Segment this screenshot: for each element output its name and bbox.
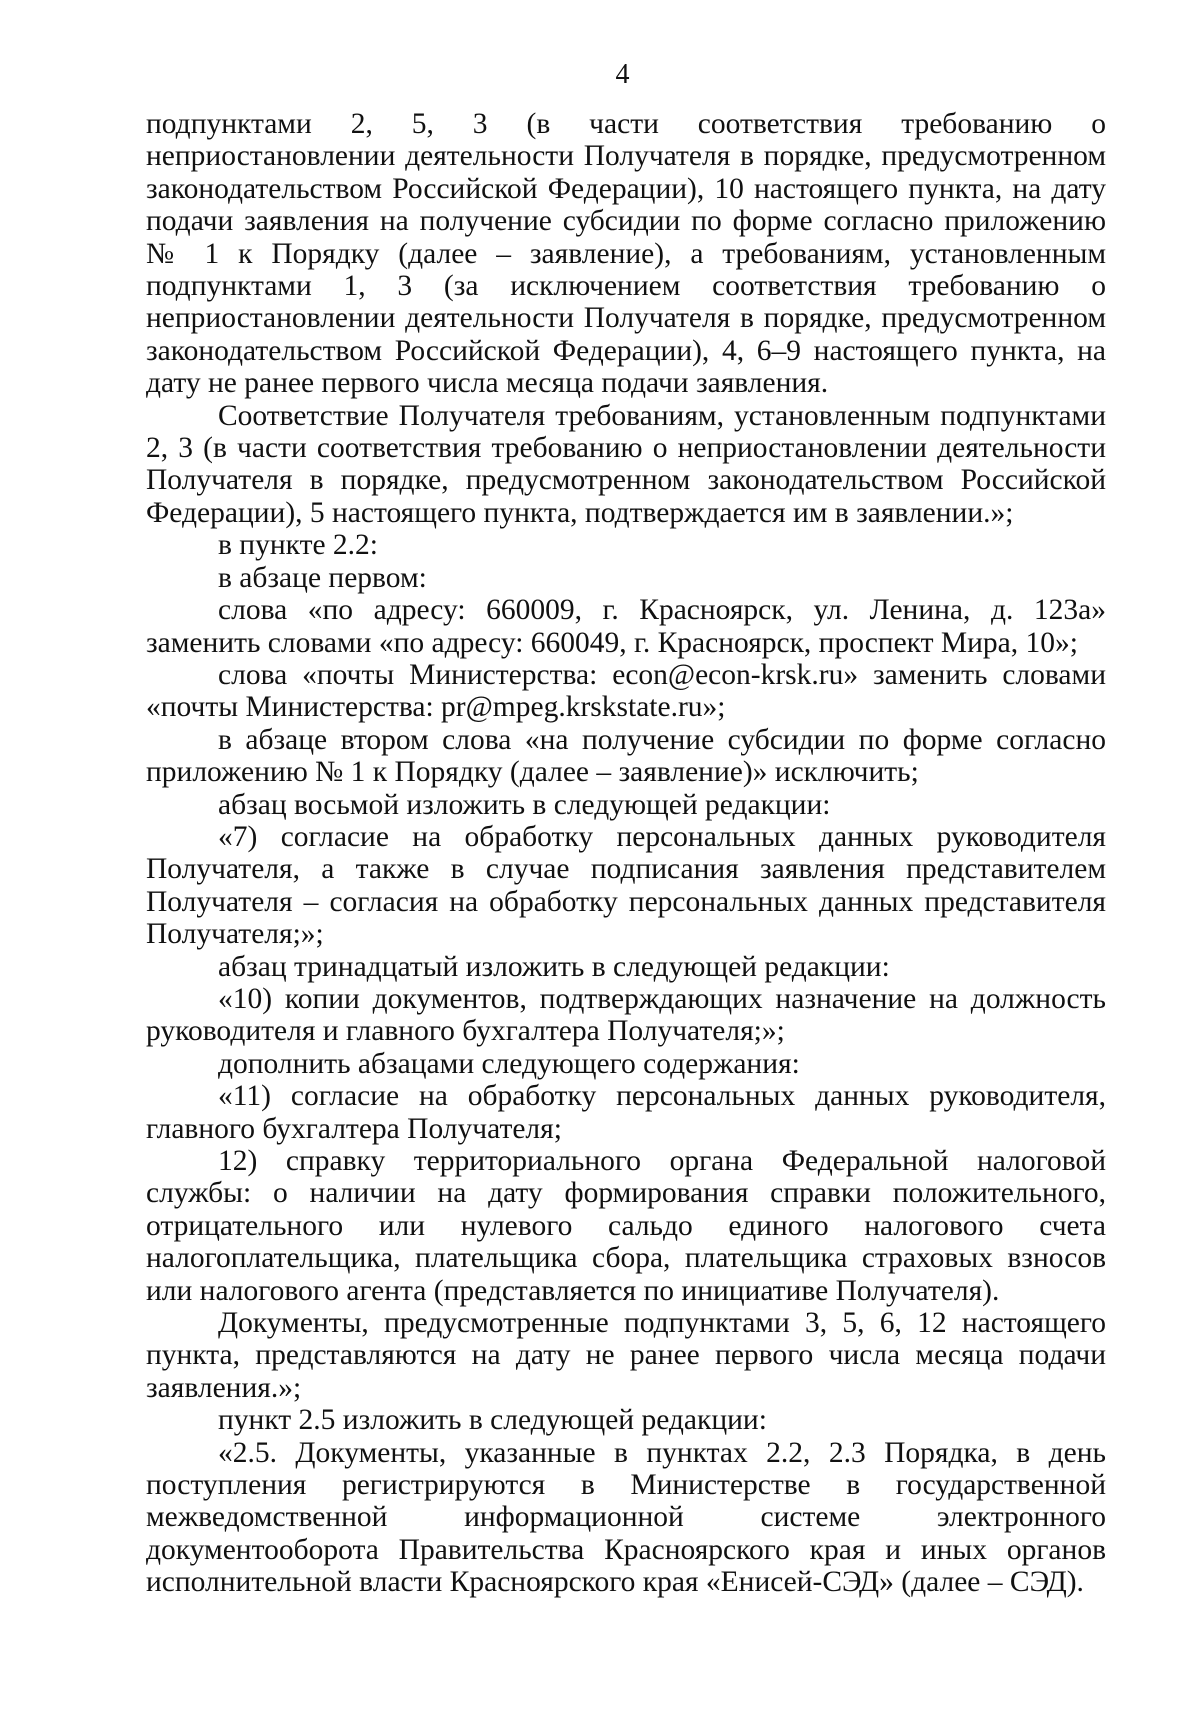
paragraph-first-abzac-intro: в абзаце первом: <box>218 561 427 594</box>
document-body <box>146 108 1106 1599</box>
paragraph-clause-2-2-intro: в пункте 2.2: <box>218 529 379 562</box>
paragraph-clause-2-5-text: «2.5. Документы, указанные в пунктах 2.2, 2.3 Порядка, в день поступления регистрируются в Министерстве в государственной межведомственной информационной системе электронного документооборота Правительства Красноярского края и иных органов исполнительной власти Красноярского края «Енисей-СЭД» (далее – СЭД). <box>146 1436 1106 1599</box>
paragraph-supplement-intro: дополнить абзацами следующего содержания: <box>218 1047 800 1080</box>
paragraph-email-change: слова «почты Министерства: econ@econ-krsk.ru» заменить словами «почты Министерства: pr@mpeg.krskstate.ru»; <box>146 658 1106 724</box>
paragraph-item-12: 12) справку территориального органа Федеральной налоговой службы: о наличии на дату формирования справки положительного, отрицательного или нулевого сальдо единого налогового счета налогоплательщика, плательщика сбора, плательщика страховых взносов или налогового агента (представляется по инициативе Получателя). <box>146 1145 1106 1307</box>
paragraph-clause-2-5-intro: пункт 2.5 изложить в следующей редакции: <box>218 1404 767 1437</box>
paragraph-compliance-confirmation: Соответствие Получателя требованиям, установленным подпунктами 2, 3 (в части соответствия требованию о неприостановлении деятельности Получателя в порядке, предусмотренном законодательством Российской Федерации), 5 настоящего пункта, подтверждается им в заявлении.»; <box>146 399 1106 529</box>
paragraph-documents-date: Документы, предусмотренные подпунктами 3, 5, 6, 12 настоящего пункта, представляются на дату не ранее первого числа месяца подачи заявления.»; <box>146 1307 1106 1404</box>
paragraph-address-change: слова «по адресу: 660009, г. Красноярск, ул. Ленина, д. 123а» заменить словами «по адресу: 660049, г. Красноярск, проспект Мира, 10»; <box>146 594 1106 659</box>
paragraph-continuation: подпунктами 2, 5, 3 (в части соответствия требованию о неприостановлении деятельности Получателя в порядке, предусмотренном законодательством Российской Федерации), 10 настоящего пункта, на дату подачи заявления на получение субсидии по форме согласно приложению № 1 к Порядку (далее – заявление), а требованиям, установленным подпунктами 1, 3 (за исключением соответствия требованию о неприостановлении деятельности Получателя в порядке, предусмотренном законодательством Российской Федерации), 4, 6–9 настоящего пункта, на дату не ранее первого числа месяца подачи заявления. <box>146 108 1106 400</box>
paragraph-item-7: «7) согласие на обработку персональных данных руководителя Получателя, а также в случае подписания заявления представителем Получателя – согласия на обработку персональных данных представителя Получателя;»; <box>146 820 1106 951</box>
paragraph-eighth-abzac-intro: абзац восьмой изложить в следующей редакции: <box>218 788 831 821</box>
paragraph-second-abzac-exclusion: в абзаце втором слова «на получение субсидии по форме согласно приложению № 1 к Порядку (далее – заявление)» исключить; <box>146 723 1106 789</box>
paragraph-item-11: «11) согласие на обработку персональных данных руководителя, главного бухгалтера Получателя; <box>146 1080 1106 1145</box>
paragraph-item-10: «10) копии документов, подтверждающих назначение на должность руководителя и главного бухгалтера Получателя;»; <box>146 982 1106 1048</box>
page-number: 4 <box>615 59 630 90</box>
paragraph-thirteenth-abzac-intro: абзац тринадцатый изложить в следующей редакции: <box>218 950 890 983</box>
